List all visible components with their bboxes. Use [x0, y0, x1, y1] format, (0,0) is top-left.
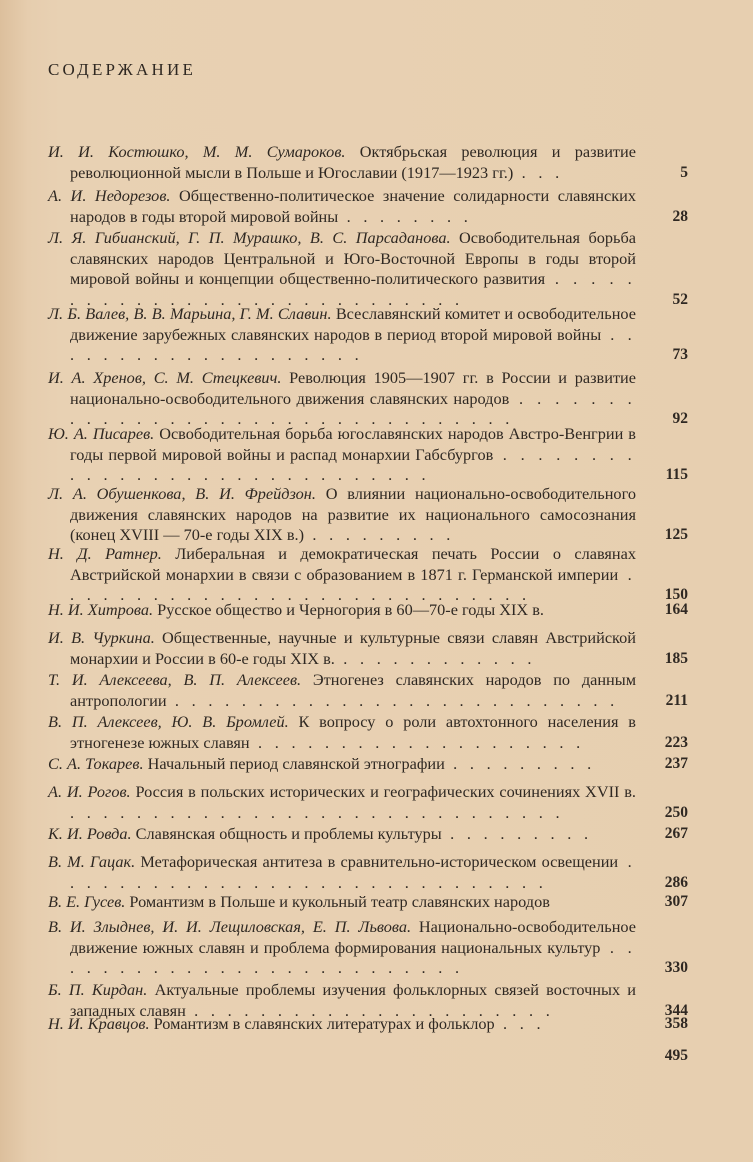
- entry-title: Метафорическая антитеза в сравнительно-историческом освещении: [140, 852, 619, 871]
- entry-title: Всеславянский комитет и освободительное движение зарубежных славянских народов в период второй мировой войны: [70, 304, 636, 344]
- entry-authors: Н. И. Кравцов.: [48, 1014, 150, 1033]
- leader-dots: . . . . . . . . . . . . . . . . . . . .: [249, 732, 585, 752]
- toc-entry: [48, 892, 688, 913]
- entry-authors: К. И. Ровда.: [48, 824, 132, 843]
- entry-title: Освободительная борьба славянских народов Центральной и Юго-Восточной Европы в годы второй мировой войны и концепции общественно-политического развития: [70, 228, 636, 288]
- entry-page-number: 185: [664, 649, 688, 667]
- entry-authors: Ю. А. Писарев.: [48, 424, 155, 443]
- toc-entry: [48, 304, 688, 366]
- entry-page-number: 125: [664, 526, 688, 543]
- page-title: СОДЕРЖАНИЕ: [48, 60, 197, 79]
- leader-dots: . . . . . . . . .: [441, 824, 593, 843]
- entry-page-number: 92: [672, 410, 688, 427]
- entry-page-number: 164: [664, 601, 688, 618]
- entry-authors: В. П. Алексеев, Ю. В. Бромлей.: [48, 712, 289, 731]
- leader-dots: . . . . . . . . . . . . . . . . . . . . . .: [185, 1000, 555, 1020]
- entry-page-number: 115: [665, 466, 688, 483]
- leader-dots: . . .: [513, 162, 564, 182]
- entry-authors: Т. И. Алексеева, В. П. Алексеев.: [48, 670, 302, 689]
- entry-title: Этногенез славянских народов по данным антропологии: [70, 670, 636, 710]
- leader-dots: . . . . . . . . . . . .: [334, 648, 536, 668]
- entry-page-number: 237: [664, 755, 688, 772]
- entry-authors: В. Е. Гусев.: [48, 892, 126, 911]
- leader-dots: . . . . . . . . . . . . . . . . . . . . . . . . . . . . .: [70, 564, 636, 604]
- entry-authors: Л. А. Обушенкова, В. И. Фрейдзон.: [48, 484, 316, 503]
- entry-title: Революция 1905—1907 гг. в России и развитие национально-освободительного движения славянских народов: [70, 368, 636, 408]
- entry-authors: Л. Б. Валев, В. В. Марьина, Г. М. Славин.: [48, 304, 332, 323]
- entry-authors: В. И. Злыднев, И. И. Лещиловская, Е. П. Львова.: [48, 917, 412, 936]
- entry-page-number: 5: [680, 163, 688, 181]
- leader-dots: . . . . . . . . . . . . . . . . . . . . . . . . . . . . . .: [70, 802, 564, 822]
- entry-authors: Н. Д. Ратнер.: [48, 544, 162, 563]
- entry-page-number: 358: [664, 1015, 688, 1032]
- toc-entry: [48, 484, 688, 546]
- entry-title: Романтизм в славянских литературах и фольклор: [153, 1014, 495, 1033]
- toc-entry: [48, 368, 688, 430]
- entry-authors: А. И. Недорезов.: [48, 186, 171, 205]
- toc-entry: [48, 824, 688, 845]
- leader-dots: . . . . . . . . . . . . . . . . . . . .: [70, 324, 636, 364]
- entry-title: Романтизм в Польше и кукольный театр славянских народов: [129, 892, 550, 911]
- leader-dots: . . . . . . . . .: [304, 525, 455, 544]
- entry-title: Общественные, научные и культурные связи славян Австрийской монархии и России в 60-е годы XIX в.: [70, 628, 636, 668]
- entry-authors: Л. Я. Гибианский, Г. П. Мурашко, В. С. Парсаданова.: [48, 228, 451, 247]
- toc-entry: [48, 544, 688, 606]
- toc-entry: [48, 600, 688, 621]
- leader-dots: . . . . . . . . . . . . . . . . . . . . . . . . . . .: [166, 690, 619, 710]
- entry-page-number: 250: [664, 803, 688, 821]
- entry-page-number: 52: [672, 290, 688, 308]
- toc-entry: [48, 424, 688, 486]
- toc-entry: [48, 228, 688, 310]
- toc-entry: [48, 142, 688, 183]
- page-folio-number: 495: [664, 1047, 688, 1064]
- leader-dots: . . . . . . . . .: [444, 754, 596, 773]
- entry-authors: В. М. Гацак.: [48, 852, 136, 871]
- leader-dots: . . .: [494, 1014, 545, 1033]
- entry-title: Славянская общность и проблемы культуры: [135, 824, 442, 843]
- entry-page-number: 150: [664, 586, 688, 603]
- entry-title: Освободительная борьба югославянских народов Австро-Венгрии в годы первой мировой войны и распад монархии Габсбургов: [70, 424, 636, 464]
- entry-title: Русское общество и Черногория в 60—70-е годы XIX в.: [157, 600, 544, 619]
- entry-title: Октябрьская революция и развитие революционной мысли в Польше и Югославии (1917—1923 гг.): [70, 142, 636, 182]
- entry-authors: С. А. Токарев.: [48, 754, 144, 773]
- leader-dots: . . . . . . . . . . . . . . . . . . . . . . . . . .: [70, 937, 637, 977]
- leader-dots: . . . . . . . . . . . . . . . . . . . . . . . . . . . . .: [70, 269, 636, 309]
- entry-page-number: 286: [664, 873, 688, 891]
- entry-title: Актуальные проблемы изучения фольклорных связей восточных и западных славян: [70, 980, 637, 1020]
- entry-title: Начальный период славянской этнографии: [147, 754, 445, 773]
- entry-authors: Н. И. Хитрова.: [48, 600, 154, 619]
- toc-entry: [48, 1014, 688, 1035]
- entry-page-number: 211: [665, 691, 688, 709]
- entry-authors: И. В. Чуркина.: [48, 628, 155, 647]
- leader-dots: . . . . . . . .: [338, 206, 473, 226]
- entry-authors: И. А. Хренов, С. М. Стецкевич.: [48, 368, 282, 387]
- toc-entry: [48, 782, 688, 823]
- entry-page-number: 307: [664, 893, 688, 910]
- toc-entry: [48, 712, 688, 753]
- entry-title: О влиянии национально-освободительного движения славянских народов на развитие их национального самосознания (конец XVIII — 70-е годы XIX в.): [70, 484, 636, 544]
- entry-page-number: 223: [664, 733, 688, 751]
- entry-authors: А. И. Рогов.: [48, 782, 131, 801]
- toc-entry: [48, 628, 688, 669]
- entry-title: Общественно-политическое значение солидарности славянских народов в годы второй мировой войны: [70, 186, 636, 226]
- leader-dots: . . . . . . . . . . . . . . . . . . . . . . . . . . . . . .: [70, 444, 636, 484]
- entry-page-number: 73: [672, 346, 688, 363]
- entry-page-number: 267: [664, 825, 688, 842]
- entry-title: Национально-освободительное движение южных славян и проблема формирования национальных культур: [70, 917, 636, 957]
- toc-entry: [48, 670, 688, 711]
- entry-title: Россия в польских исторических и географических сочинениях XVII в.: [135, 782, 636, 801]
- leader-dots: . . . . . . . . . . . . . . . . . . . . . . . . . . . . . .: [70, 852, 636, 892]
- toc-entry: [48, 852, 688, 893]
- entry-authors: Б. П. Кирдан.: [48, 980, 148, 999]
- entry-page-number: 344: [664, 1001, 688, 1019]
- entry-page-number: 28: [672, 207, 688, 225]
- toc-entry: [48, 754, 688, 775]
- toc-entry: [48, 186, 688, 227]
- entry-page-number: 330: [664, 959, 688, 976]
- entry-title: К вопросу о роли автохтонного населения в этногенезе южных славян: [70, 712, 636, 752]
- entry-authors: И. И. Костюшко, М. М. Сумароков.: [48, 142, 346, 161]
- toc-entry: [48, 917, 688, 979]
- entry-title: Либеральная и демократическая печать России о славянах Австрийской монархии в связи с образованием в 1871 г. Германской империи: [70, 544, 636, 584]
- leader-dots: . . . . . . . . . . . . . . . . . . . . . . . . . . . . . . . . . .: [70, 388, 636, 428]
